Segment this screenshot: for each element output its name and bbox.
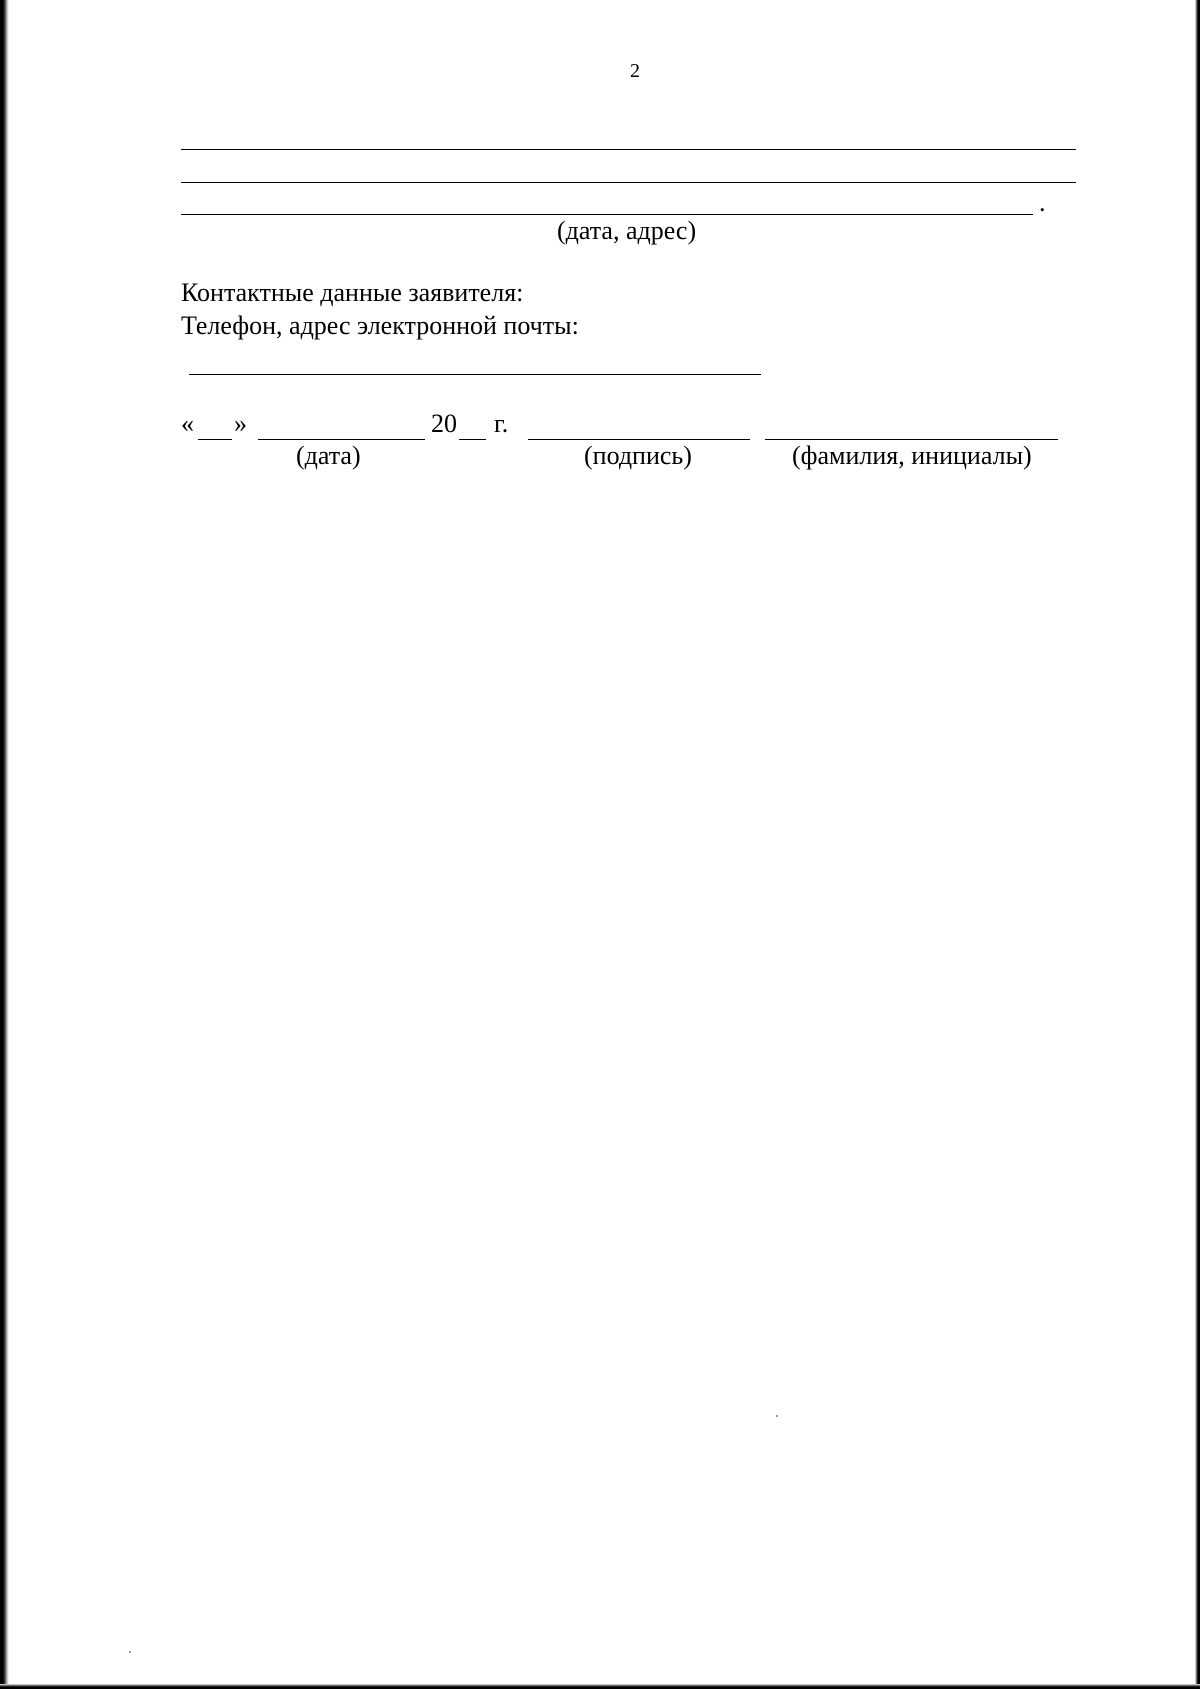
scan-speck	[129, 1651, 131, 1653]
phone-email-label: Телефон, адрес электронной почты:	[181, 311, 579, 340]
address-line-1	[181, 149, 1076, 150]
address-caption: (дата, адрес)	[557, 216, 697, 245]
date-caption: (дата)	[296, 441, 361, 470]
page-number: 2	[630, 60, 640, 82]
signature-caption: (подпись)	[584, 441, 692, 470]
name-blank-line	[765, 439, 1058, 440]
contacts-heading: Контактные данные заявителя:	[181, 278, 524, 307]
month-blank-line	[258, 439, 425, 440]
year-prefix: 20	[431, 409, 457, 438]
phone-email-line	[189, 374, 761, 375]
scan-edge-right	[1195, 0, 1200, 1689]
address-line-period: .	[1039, 188, 1046, 217]
name-caption: (фамилия, инициалы)	[792, 441, 1032, 470]
scan-edge-bottom	[0, 1684, 1200, 1689]
scan-edge-left	[0, 0, 9, 1689]
year-suffix: г.	[494, 409, 509, 438]
quote-open: «	[181, 409, 194, 438]
year-blank-line	[459, 439, 486, 440]
quote-close: »	[234, 409, 247, 438]
address-line-2	[181, 182, 1076, 183]
address-line-3	[181, 214, 1033, 215]
scan-speck	[776, 1415, 778, 1417]
signature-blank-line	[528, 439, 750, 440]
day-blank-line	[198, 439, 232, 440]
